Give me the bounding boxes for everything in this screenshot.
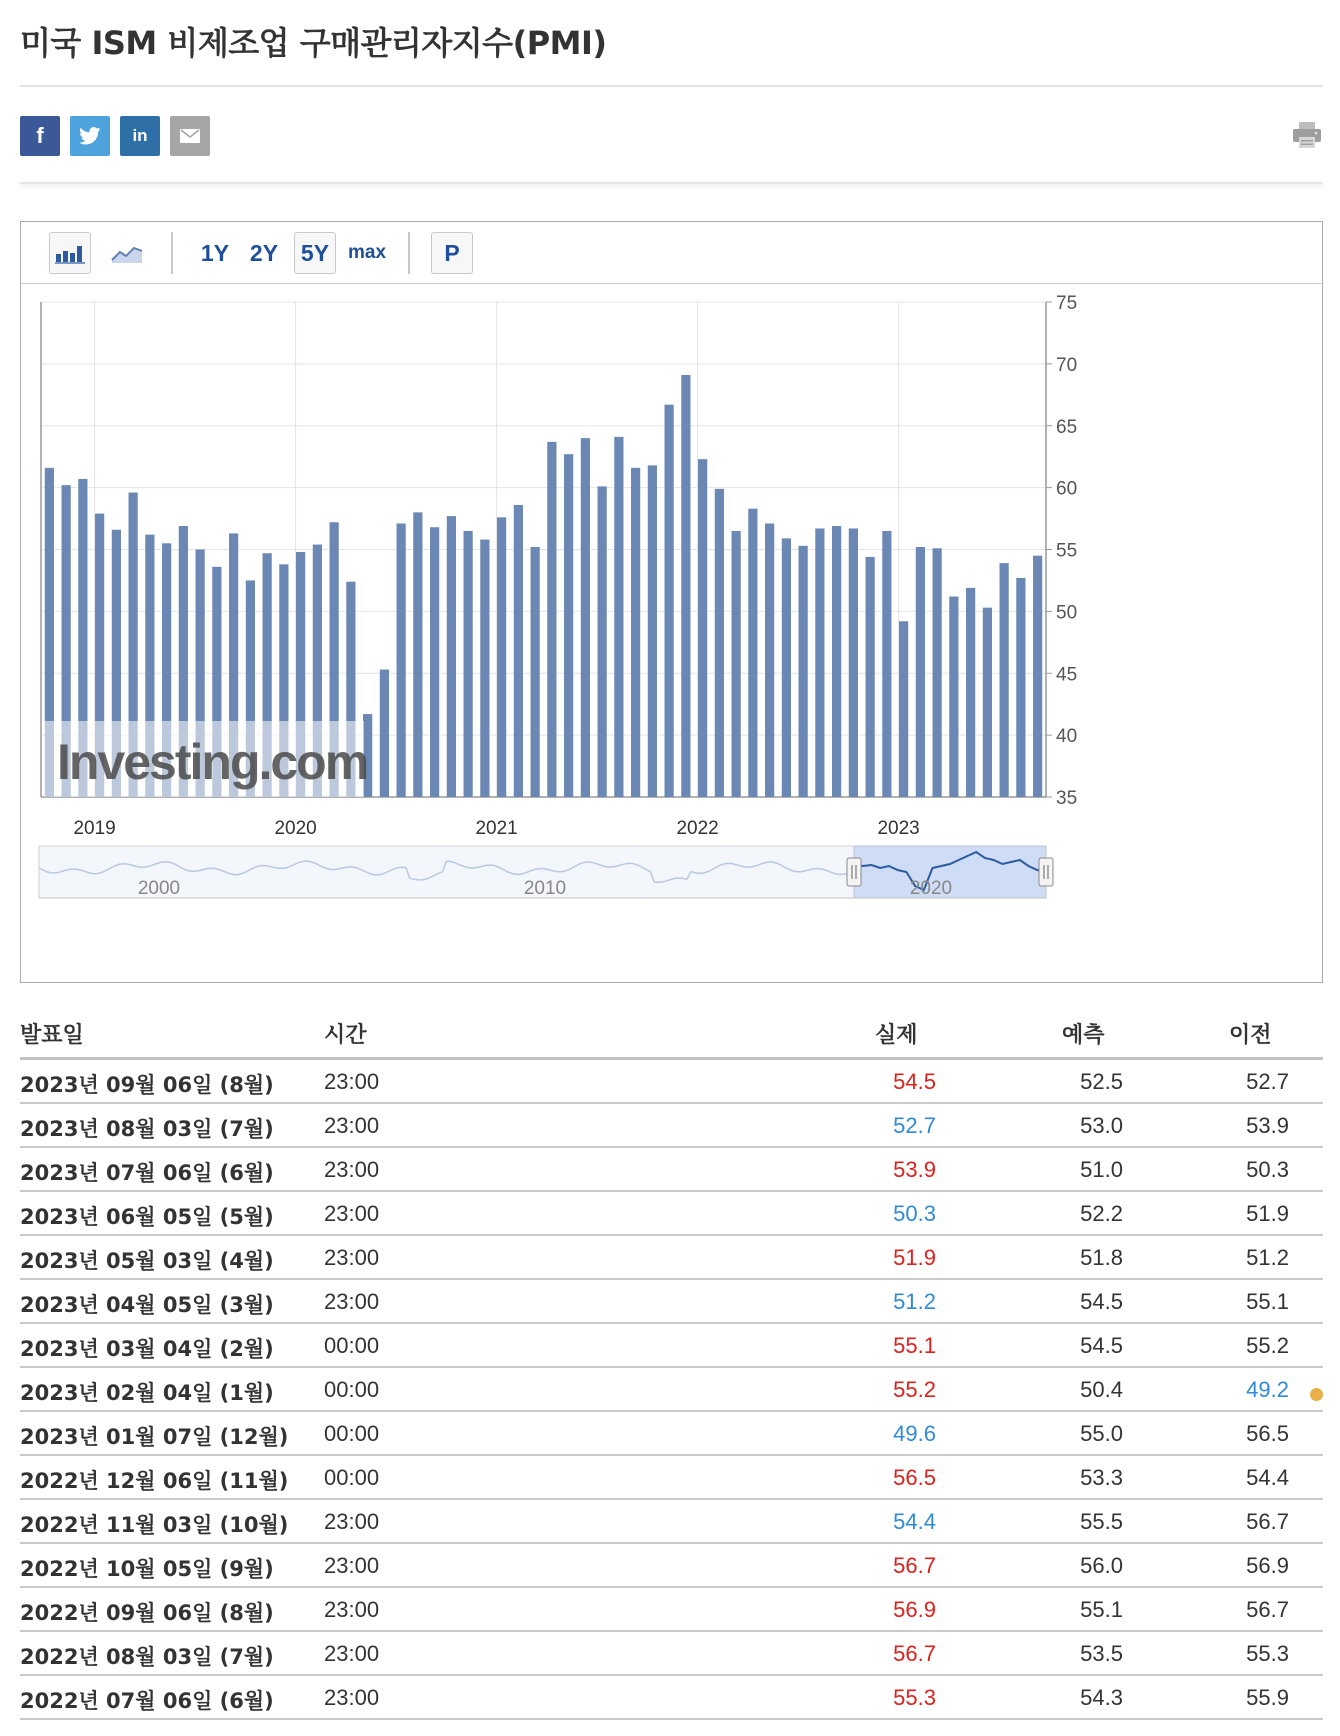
toolbar-separator — [171, 232, 173, 274]
investing-logo: Investing.com — [57, 734, 368, 790]
previous-value: 51.9 — [1246, 1201, 1289, 1226]
forecast-value: 53.0 — [1080, 1113, 1123, 1138]
previous-value: 49.2 — [1246, 1377, 1289, 1402]
pmi-bar-chart — [21, 284, 1322, 982]
actual-value: 54.4 — [893, 1509, 936, 1534]
y-tick-label: 40 — [1056, 726, 1078, 748]
forecast-value: 51.8 — [1080, 1245, 1123, 1270]
forecast-value: 54.3 — [1080, 1685, 1123, 1710]
actual-value: 55.1 — [893, 1333, 936, 1358]
actual-value: 55.3 — [893, 1685, 936, 1710]
actual-value: 56.9 — [893, 1597, 936, 1622]
twitter-share-button[interactable] — [70, 116, 110, 156]
previous-value: 51.2 — [1246, 1245, 1289, 1270]
forecast-value: 56.0 — [1080, 1553, 1123, 1578]
table-row — [20, 1676, 1323, 1720]
title-divider — [20, 85, 1323, 87]
printer-icon[interactable] — [1291, 119, 1323, 151]
bar[interactable] — [782, 538, 791, 797]
table-row — [20, 1192, 1323, 1236]
y-tick-label: 45 — [1056, 664, 1078, 686]
release-date: 2023년 03월 04일 (2월) — [20, 1337, 274, 1361]
area-chart-toggle[interactable] — [106, 232, 148, 274]
bar[interactable] — [631, 468, 640, 797]
release-time: 23:00 — [324, 1553, 380, 1578]
bar[interactable] — [681, 375, 690, 797]
bar[interactable] — [983, 608, 992, 797]
release-date: 2023년 06월 05일 (5월) — [20, 1205, 274, 1229]
bar[interactable] — [815, 528, 824, 797]
bar[interactable] — [1016, 578, 1025, 797]
table-row — [20, 1104, 1323, 1148]
release-time: 23:00 — [324, 1289, 380, 1314]
forecast-value: 53.5 — [1080, 1641, 1123, 1666]
bar[interactable] — [732, 531, 741, 797]
navigator-label: 2020 — [909, 878, 953, 899]
header-actual[interactable]: 실제 — [875, 1023, 918, 1048]
email-icon — [180, 129, 200, 143]
share-bar — [20, 116, 210, 156]
bar[interactable] — [430, 527, 439, 797]
bar[interactable] — [933, 548, 942, 797]
release-date: 2023년 05월 03일 (4월) — [20, 1249, 274, 1273]
navigator-label: 2010 — [523, 878, 567, 899]
forecast-value: 53.3 — [1080, 1465, 1123, 1490]
table-row — [20, 1280, 1323, 1324]
table-row — [20, 1456, 1323, 1500]
release-date: 2022년 09월 06일 (8월) — [20, 1601, 274, 1625]
bar[interactable] — [715, 489, 724, 797]
y-tick-label: 70 — [1056, 354, 1078, 376]
table-row — [20, 1060, 1323, 1104]
actual-value: 53.9 — [893, 1157, 936, 1182]
y-tick-label: 35 — [1056, 788, 1078, 809]
previous-value: 56.7 — [1246, 1597, 1289, 1622]
release-time: 23:00 — [324, 1069, 380, 1094]
release-time: 23:00 — [324, 1641, 380, 1666]
release-date: 2023년 09월 06일 (8월) — [20, 1073, 274, 1097]
forecast-value: 54.5 — [1080, 1289, 1123, 1314]
forecast-value: 55.1 — [1080, 1597, 1123, 1622]
bar[interactable] — [849, 528, 858, 797]
bar[interactable] — [413, 512, 422, 797]
actual-value: 50.3 — [893, 1201, 936, 1226]
bar[interactable] — [748, 509, 757, 797]
revised-indicator-icon[interactable] — [1310, 1388, 1323, 1401]
release-date: 2022년 10월 05일 (9월) — [20, 1557, 274, 1581]
twitter-icon — [79, 127, 101, 145]
forecast-value: 50.4 — [1080, 1377, 1123, 1402]
release-date: 2022년 12월 06일 (11월) — [20, 1469, 289, 1493]
release-date: 2022년 07월 06일 (6월) — [20, 1689, 274, 1713]
range-2y-button[interactable]: 2Y — [249, 239, 279, 266]
forecast-value: 54.5 — [1080, 1333, 1123, 1358]
table-row — [20, 1236, 1323, 1280]
page-title: 미국 ISM 비제조업 구매관리자지수(PMI) — [20, 24, 607, 62]
release-time: 23:00 — [324, 1245, 380, 1270]
bar[interactable] — [1000, 563, 1009, 797]
bar[interactable] — [665, 405, 674, 797]
table-header — [20, 1010, 1323, 1060]
release-time: 23:00 — [324, 1597, 380, 1622]
table-row — [20, 1500, 1323, 1544]
bar[interactable] — [949, 597, 958, 797]
bar[interactable] — [480, 540, 489, 797]
bar[interactable] — [799, 546, 808, 797]
forecast-value: 55.5 — [1080, 1509, 1123, 1534]
history-table — [20, 1010, 1323, 1720]
bar[interactable] — [899, 621, 908, 797]
table-row — [20, 1412, 1323, 1456]
release-date: 2023년 07월 06일 (6월) — [20, 1161, 274, 1185]
release-time: 00:00 — [324, 1377, 380, 1402]
range-5y-button[interactable]: 5Y — [294, 232, 336, 274]
bar[interactable] — [765, 524, 774, 797]
y-tick-label: 60 — [1056, 478, 1078, 500]
release-date: 2023년 08월 03일 (7월) — [20, 1117, 274, 1141]
release-date: 2022년 11월 03일 (10월) — [20, 1513, 289, 1537]
release-time: 23:00 — [324, 1157, 380, 1182]
table-row — [20, 1588, 1323, 1632]
y-tick-label: 65 — [1056, 416, 1078, 438]
bar[interactable] — [866, 557, 875, 797]
x-tick-label: 2021 — [475, 818, 518, 839]
bar[interactable] — [497, 517, 506, 797]
bar[interactable] — [832, 526, 841, 797]
bar[interactable] — [397, 524, 406, 797]
bar[interactable] — [531, 547, 540, 797]
y-tick-label: 75 — [1056, 293, 1078, 314]
facebook-icon: f — [36, 123, 44, 148]
bar[interactable] — [648, 465, 657, 797]
previous-value: 56.5 — [1246, 1421, 1289, 1446]
toolbar-separator — [408, 232, 410, 274]
email-share-button[interactable] — [170, 116, 210, 156]
table-row — [20, 1544, 1323, 1588]
release-time: 23:00 — [324, 1113, 380, 1138]
x-tick-label: 2019 — [73, 818, 116, 839]
bar[interactable] — [966, 588, 975, 797]
bar-chart-toggle[interactable] — [49, 232, 91, 274]
forecast-value: 55.0 — [1080, 1421, 1123, 1446]
actual-value: 49.6 — [893, 1421, 936, 1446]
x-tick-label: 2023 — [877, 818, 920, 839]
forecast-value: 52.5 — [1080, 1069, 1123, 1094]
bar[interactable] — [614, 437, 623, 797]
x-tick-label: 2022 — [676, 818, 719, 839]
bar[interactable] — [916, 547, 925, 797]
header-forecast[interactable]: 예측 — [1062, 1023, 1105, 1048]
table-row — [20, 1632, 1323, 1676]
previous-value: 50.3 — [1246, 1157, 1289, 1182]
bar[interactable] — [698, 459, 707, 797]
p-button[interactable]: P — [431, 232, 473, 274]
facebook-share-button[interactable] — [20, 116, 60, 156]
actual-value: 55.2 — [893, 1377, 936, 1402]
release-date: 2023년 02월 04일 (1월) — [20, 1381, 274, 1405]
forecast-value: 52.2 — [1080, 1201, 1123, 1226]
release-date: 2022년 08월 03일 (7월) — [20, 1645, 274, 1669]
table-row — [20, 1368, 1323, 1412]
range-max-button[interactable]: max — [347, 242, 387, 263]
navigator-right-handle[interactable] — [1039, 858, 1053, 886]
bar[interactable] — [564, 454, 573, 797]
table-row — [20, 1148, 1323, 1192]
x-tick-label: 2020 — [274, 818, 317, 839]
actual-value: 56.7 — [893, 1641, 936, 1666]
table-body — [20, 1060, 1323, 1720]
release-time: 23:00 — [324, 1201, 380, 1226]
release-date: 2023년 01월 07일 (12월) — [20, 1425, 289, 1449]
release-date: 2023년 04월 05일 (3월) — [20, 1293, 274, 1317]
actual-value: 51.2 — [893, 1289, 936, 1314]
bar[interactable] — [882, 531, 891, 797]
header-previous[interactable]: 이전 — [1229, 1023, 1272, 1048]
bar[interactable] — [598, 486, 607, 797]
previous-value: 53.9 — [1246, 1113, 1289, 1138]
actual-value: 52.7 — [893, 1113, 936, 1138]
table-row — [20, 1324, 1323, 1368]
bar[interactable] — [581, 438, 590, 797]
actual-value: 56.5 — [893, 1465, 936, 1490]
release-time: 00:00 — [324, 1465, 380, 1490]
previous-value: 55.9 — [1246, 1685, 1289, 1710]
share-divider — [20, 182, 1323, 184]
area-chart-icon — [111, 242, 143, 264]
previous-value: 55.3 — [1246, 1641, 1289, 1666]
y-tick-label: 55 — [1056, 540, 1078, 562]
release-time: 23:00 — [324, 1685, 380, 1710]
navigator-label: 2000 — [137, 878, 181, 899]
previous-value: 55.2 — [1246, 1333, 1289, 1358]
previous-value: 56.7 — [1246, 1509, 1289, 1534]
bar[interactable] — [1033, 556, 1042, 797]
actual-value: 56.7 — [893, 1553, 936, 1578]
linkedin-share-button[interactable] — [120, 116, 160, 156]
previous-value: 56.9 — [1246, 1553, 1289, 1578]
actual-value: 51.9 — [893, 1245, 936, 1270]
y-tick-label: 50 — [1056, 602, 1078, 624]
bar-chart-icon — [55, 242, 85, 264]
chart-container — [20, 221, 1323, 983]
bar[interactable] — [514, 505, 523, 797]
navigator-left-handle[interactable] — [847, 858, 861, 886]
release-time: 00:00 — [324, 1333, 380, 1358]
bar[interactable] — [380, 670, 389, 797]
previous-value: 52.7 — [1246, 1069, 1289, 1094]
bar[interactable] — [464, 531, 473, 797]
release-time: 00:00 — [324, 1421, 380, 1446]
previous-value: 55.1 — [1246, 1289, 1289, 1314]
previous-value: 54.4 — [1246, 1465, 1289, 1490]
bar[interactable] — [447, 516, 456, 797]
chart-toolbar — [21, 222, 1322, 284]
bar[interactable] — [547, 442, 556, 797]
actual-value: 54.5 — [893, 1069, 936, 1094]
linkedin-icon: in — [132, 126, 148, 145]
release-time: 23:00 — [324, 1509, 380, 1534]
range-1y-button[interactable]: 1Y — [200, 239, 230, 266]
header-time[interactable]: 시간 — [324, 1023, 367, 1048]
forecast-value: 51.0 — [1080, 1157, 1123, 1182]
header-date[interactable]: 발표일 — [20, 1023, 84, 1048]
